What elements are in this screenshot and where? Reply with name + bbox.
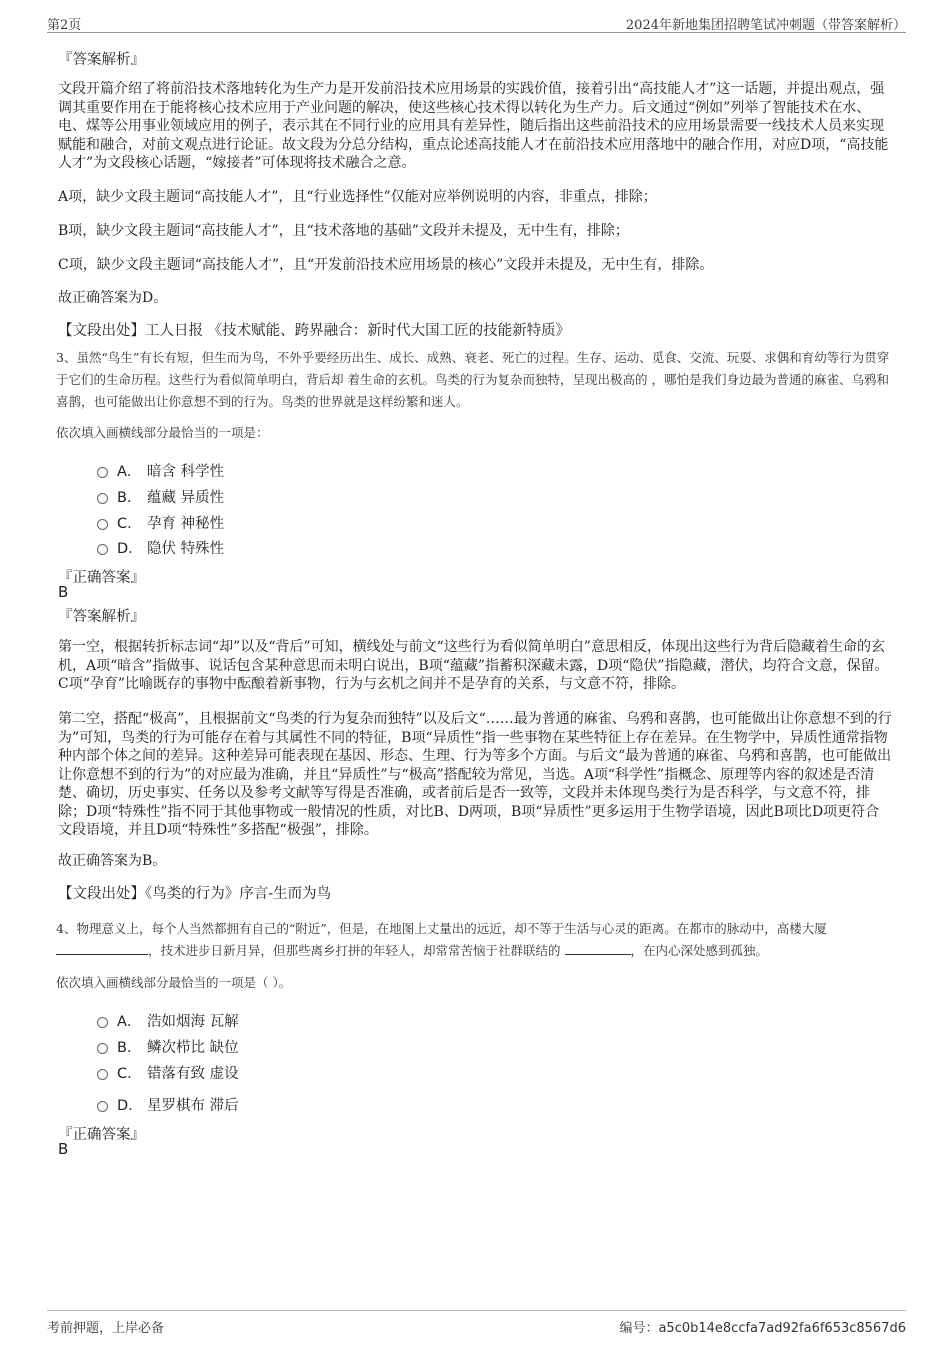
code-label: 编号： bbox=[619, 1321, 659, 1336]
correct-answer-tag: 『正确答案』 bbox=[58, 570, 145, 586]
page-number: 第2页 bbox=[47, 18, 82, 33]
conclusion: 故正确答案为B。 bbox=[58, 853, 167, 869]
blank-line bbox=[56, 942, 148, 955]
option-text: 孕育 神秘性 bbox=[147, 516, 225, 532]
stem-part: 4、物理意义上，每个人当然都拥有自己的“附近”，但是，在地图上丈量出的远近，却不等于生活与心灵的距离。在都市的脉动中，高楼大厦 bbox=[56, 921, 827, 936]
radio-icon[interactable] bbox=[97, 1017, 108, 1028]
correct-answer: B bbox=[58, 583, 69, 601]
option-b[interactable] bbox=[97, 1036, 239, 1057]
footer-slogan: 考前押题，上岸必备 bbox=[47, 1321, 165, 1336]
option-c[interactable] bbox=[97, 1062, 239, 1083]
option-d[interactable] bbox=[97, 1094, 239, 1115]
analysis-tag: 『答案解析』 bbox=[58, 52, 145, 68]
analysis-option-c: C项，缺少文段主题词“高技能人才”，且“开发前沿技术应用场景的核心”文段并未提及，无中生有，排除。 bbox=[58, 257, 714, 273]
radio-icon[interactable] bbox=[97, 1043, 108, 1054]
option-text: 暗含 科学性 bbox=[147, 464, 225, 480]
analysis-tag: 『答案解析』 bbox=[58, 609, 145, 625]
radio-icon[interactable] bbox=[97, 519, 108, 530]
code-value: a5c0b14e8ccfa7ad92fa6f653c8567d6 bbox=[658, 1321, 906, 1336]
source-citation: 【文段出处】工人日报 《技术赋能、跨界融合：新时代大国工匠的技能新特质》 bbox=[58, 323, 571, 339]
document-title: 2024年新地集团招聘笔试冲刺题（带答案解析） bbox=[625, 18, 906, 33]
option-letter: D． bbox=[117, 541, 143, 557]
option-letter: A． bbox=[117, 464, 142, 480]
option-text: 蕴藏 异质性 bbox=[147, 490, 225, 506]
blank-line bbox=[565, 942, 631, 955]
option-text: 隐伏 特殊性 bbox=[147, 541, 225, 557]
radio-icon[interactable] bbox=[97, 544, 108, 555]
option-text: 错落有致 虚设 bbox=[147, 1066, 239, 1082]
correct-answer: B bbox=[58, 1140, 69, 1158]
analysis-paragraph: 第二空，搭配“极高”，且根据前文“鸟类的行为复杂而独特”以及后文“……最为普通的麻雀、乌鸦和喜鹊，也可能做出让你意想不到的行为”可知，鸟类的行为可能存在着与其属性不同的特征，B项“异质性”指一些事物在某些特征上存在差异。在生物学中，异质性通常指物种内部个体之间的差异。这种差异可能表现在基因、形态、生理、行为等多个方面。与后文“最为普通的麻雀、乌鸦和喜鹊，也可能做出让你意想不到的行为”的对应最为准确，并且“异质性”与“极高”搭配较为常见，当选。A项“科学性”指概念、原理等内容的叙述是否清楚、确切，历史事实、任务以及参考文献等写得是否准确，或者前后是否一致等，文段并未体现鸟类行为是否科学，与文意不符，排除；D项“特殊性”指不同于其他事物或一般情况的性质，对比B、D两项，B项“异质性”更多运用于生物学语境，因此B项比D项更符合文段语境，并且D项“特殊性”多搭配“极强”，排除。 bbox=[58, 711, 892, 838]
radio-icon[interactable] bbox=[97, 1101, 108, 1112]
page-header bbox=[47, 12, 906, 33]
analysis-paragraph: 第一空，根据转折标志词“却”以及“背后”可知，横线处与前文“这些行为看似简单明白”意思相反，体现出这些行为背后隐藏着生命的玄机，A项“暗含”指做事、说话包含某种意思而未明白说出，B项“蕴藏”指蓄积深藏未露，D项“隐伏”指隐藏，潜伏，均符合文意，保留。C项“孕育”比喻既存的事物中酝酿着新事物，行为与玄机之间并不是孕育的关系，与文意不符，排除。 bbox=[58, 639, 889, 692]
option-c[interactable] bbox=[97, 512, 224, 533]
stem-part: ，在内心深处感到孤独。 bbox=[630, 943, 769, 958]
option-letter: A． bbox=[117, 1014, 142, 1030]
analysis-option-b: B项，缺少文段主题词“高技能人才”，且“技术落地的基础”文段并未提及，无中生有，排除； bbox=[58, 223, 629, 239]
option-letter: B． bbox=[117, 490, 142, 506]
document-code bbox=[619, 1317, 906, 1336]
page-footer bbox=[47, 1310, 906, 1335]
analysis-option-a: A项，缺少文段主题词“高技能人才”，且“行业选择性”仅能对应举例说明的内容，非重点，排除； bbox=[58, 189, 657, 205]
radio-icon[interactable] bbox=[97, 467, 108, 478]
radio-icon[interactable] bbox=[97, 1069, 108, 1080]
option-letter: B． bbox=[117, 1040, 142, 1056]
question-stem: 3、虽然“鸟生”有长有短，但生而为鸟，不外乎要经历出生、成长、成熟、衰老、死亡的过程。生存、运动、觅食、交流、玩耍、求偶和育幼等行为贯穿于它们的生命历程。这些行为看似简单明白，背后却 着生命的玄机。鸟类的行为复杂而独特，呈现出极高的 ，哪怕是我们身边最为普通的麻雀、乌鸦和喜鹊，也可能做出让你意想不到的行为。鸟类的世界就是这样纷繁和迷人。 bbox=[56, 350, 890, 409]
option-text: 浩如烟海 瓦解 bbox=[147, 1014, 239, 1030]
option-text: 星罗棋布 滞后 bbox=[147, 1098, 239, 1114]
option-letter: C． bbox=[117, 516, 142, 532]
option-d[interactable] bbox=[97, 537, 224, 558]
stem-part: ，技术进步日新月异，但那些离乡打拼的年轻人，却常常苦恼于社群联结的 bbox=[148, 943, 561, 958]
option-letter: D． bbox=[117, 1098, 143, 1114]
option-a[interactable] bbox=[97, 460, 224, 481]
option-b[interactable] bbox=[97, 486, 224, 507]
question-prompt: 依次填入画横线部分最恰当的一项是： bbox=[56, 425, 269, 440]
correct-answer-tag: 『正确答案』 bbox=[58, 1127, 145, 1143]
radio-icon[interactable] bbox=[97, 493, 108, 504]
question-stem bbox=[56, 918, 896, 962]
conclusion: 故正确答案为D。 bbox=[58, 290, 168, 306]
analysis-paragraph: 文段开篇介绍了将前沿技术落地转化为生产力是开发前沿技术应用场景的实践价值，接着引出“高技能人才”这一话题，并提出观点，强调其重要作用在于能将核心技术应用于产业问题的解决，使这些核心技术得以转化为生产力。后文通过“例如”列举了智能技术在水、电、煤等公用事业领域应用的例子，表示其在不同行业的应用具有差异性，随后指出这些前沿技术的应用场景需要一线技术人员来实现赋能和融合，对前文观点进行论证。故文段为分总分结构，重点论述高技能人才在前沿技术应用落地中的融合作用，对应D项，“高技能人才”为文段核心话题，“嫁接者”可体现将技术融合之意。 bbox=[58, 81, 889, 171]
source-citation: 【文段出处】《鸟类的行为》序言-生而为鸟 bbox=[58, 886, 332, 902]
option-text: 鳞次栉比 缺位 bbox=[147, 1040, 239, 1056]
question-prompt: 依次填入画横线部分最恰当的一项是（ ）。 bbox=[56, 975, 292, 990]
option-a[interactable] bbox=[97, 1010, 239, 1031]
option-letter: C． bbox=[117, 1066, 142, 1082]
